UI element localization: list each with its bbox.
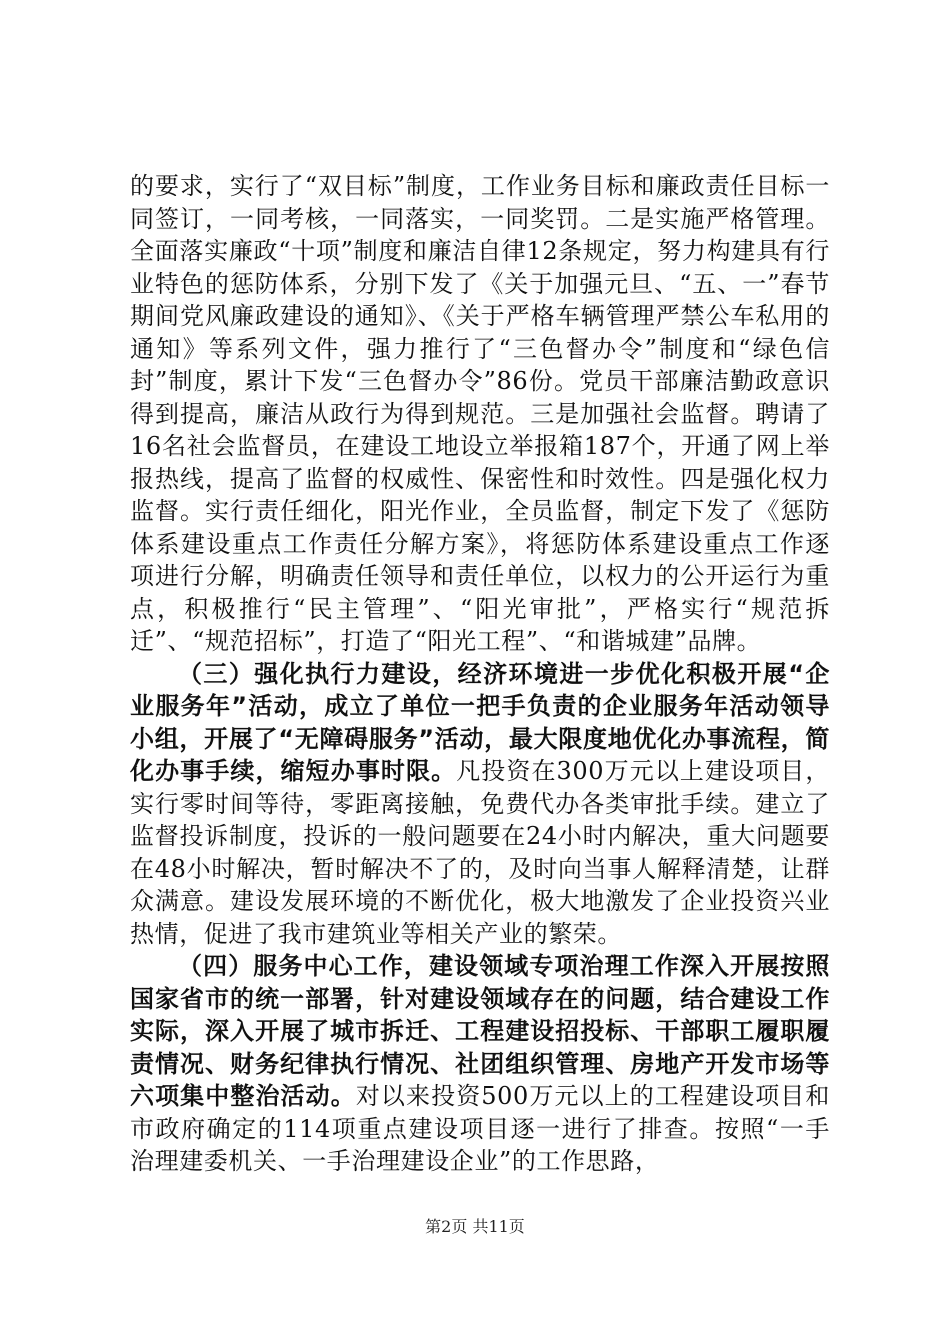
paragraph-1: 的要求，实行了“双目标”制度，工作业务目标和廉政责任目标一同签订，一同考核，一同落实，一同奖罚。二是实施严格管理。全面落实廉政“十项”制度和廉洁自律12条规定，努力构建具有行业特色的惩防体系，分别下发了《关于加强元旦、“五、一”春节期间党风廉政建设的通知》、《关于严格车辆管理严禁公车私用的通知》等系列文件，强力推行了“三色督办令”制度和“绿色信封”制度，累计下发“三色督办令”86份。党员干部廉洁勤政意识得到提高，廉洁从政行为得到规范。三是加强社会监督。聘请了16名社会监督员，在建设工地设立举报箱187个，开通了网上举报热线，提高了监督的权威性、保密性和时效性。四是强化权力监督。实行责任细化，阳光作业，全员监督，制定下发了《惩防体系建设重点工作责任分解方案》，将惩防体系建设重点工作逐项进行分解，明确责任领导和责任单位，以权力的公开运行为重点，积极推行“民主管理”、“阳光审批”，严格实行“规范拆迁”、“规范招标”，打造了“阳光工程”、“和谐城建”品牌。: [130, 172, 830, 655]
page-footer: 第2页 共11页: [425, 1217, 525, 1236]
paragraph-3-body: 对以来投资500万元以上的工程建设项目和市政府确定的114项重点建设项目逐一进行了排查。按照“一手治理建委机关、一手治理建设企业”的工作思路，: [130, 1082, 830, 1175]
paragraph-2-heading: （三）强化执行力建设，经济环境进一步优化积极开展“企业服务年”活动，成立了单位一把手负责的企业服务年活动领导小组，开展了“无障碍服务”活动，最大限度地优化办事流程，简化办事手续，缩短办事时限。: [130, 659, 830, 785]
paragraph-3: [130, 950, 830, 1178]
paragraph-3-heading: （四）服务中心工作，建设领域专项治理工作深入开展按照国家省市的统一部署，针对建设领域存在的问题，结合建设工作实际，深入开展了城市拆迁、工程建设招投标、干部职工履职履责情况、财务纪律执行情况、社团组织管理、房地产开发市场等六项集中整治活动。: [130, 952, 830, 1110]
document-body: [130, 170, 830, 1178]
paragraph-2-body: 凡投资在300万元以上建设项目，实行零时间等待，零距离接触，免费代办各类审批手续。建立了监督投诉制度，投诉的一般问题要在24小时内解决，重大问题要在48小时解决，暂时解决不了的，及时向当事人解释清楚，让群众满意。建设发展环境的不断优化，极大地激发了企业投资兴业热情，促进了我市建筑业等相关产业的繁荣。: [130, 757, 830, 948]
paragraph-2: [130, 658, 830, 951]
